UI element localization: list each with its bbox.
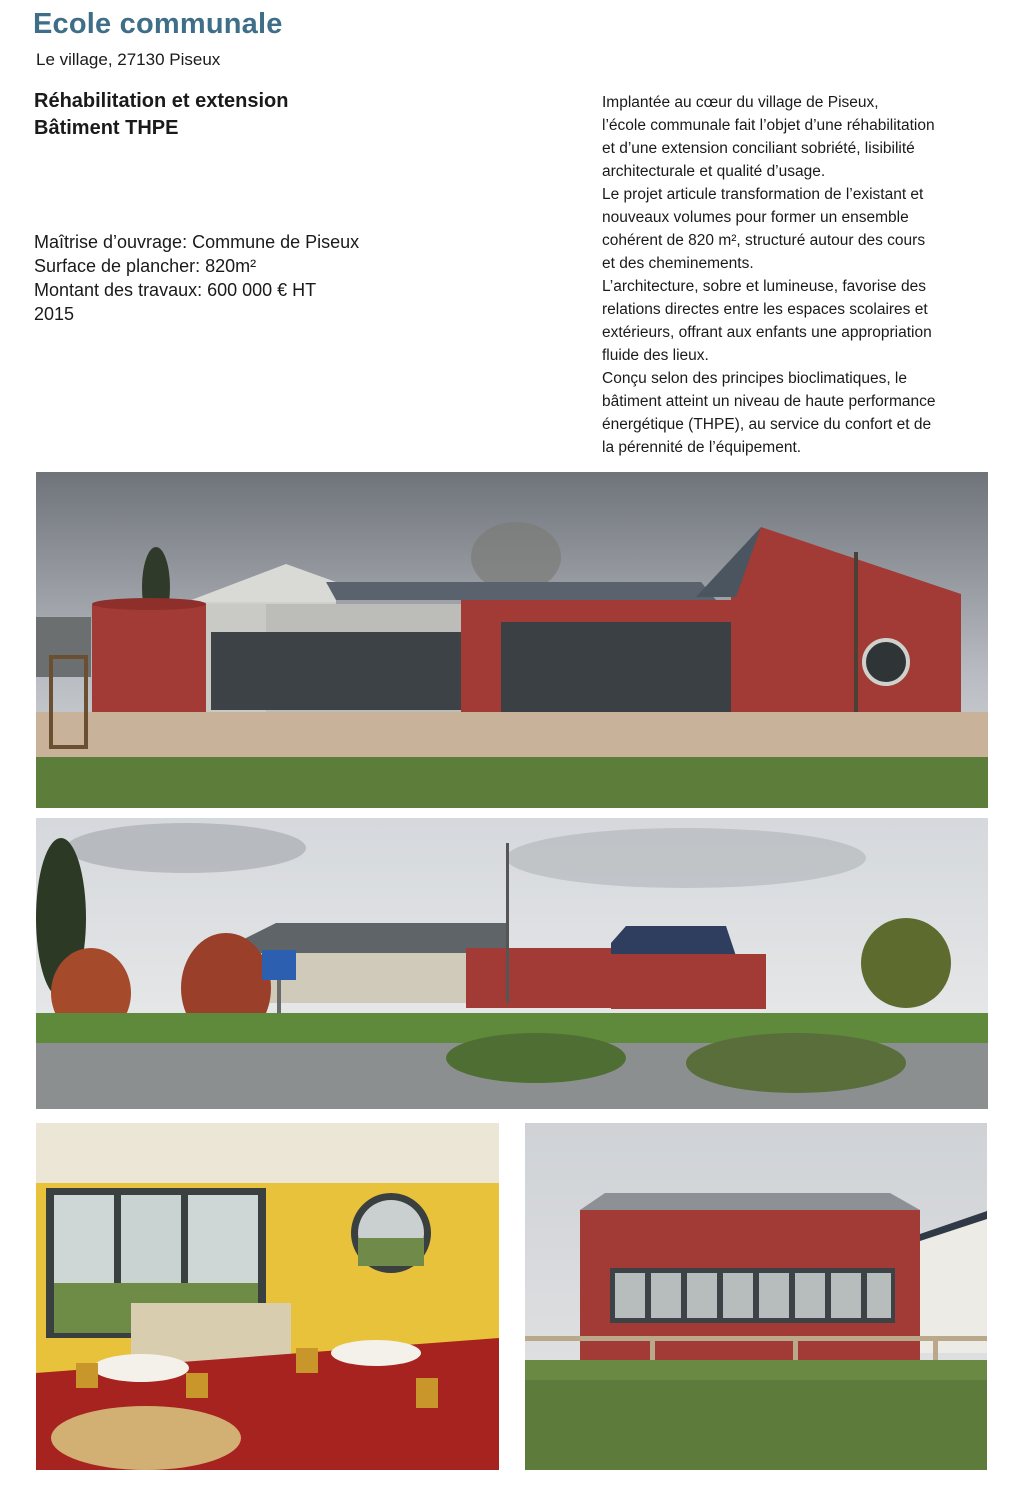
description-line: architecturale et qualité d’usage. xyxy=(602,163,826,180)
fact-year: 2015 xyxy=(34,304,75,324)
description-line: fluide des lieux. xyxy=(602,347,709,364)
fact-surface: Surface de plancher: 820m² xyxy=(34,256,257,276)
description-line: bâtiment atteint un niveau de haute performance xyxy=(602,393,936,410)
photo-school-panorama xyxy=(36,818,988,1109)
photo-extension-side xyxy=(525,1123,987,1470)
fact-client: Maîtrise d’ouvrage: Commune de Piseux xyxy=(34,232,360,252)
description-line: Le projet articule transformation de l’existant et xyxy=(602,186,924,203)
description-line: Conçu selon des principes bioclimatiques, le xyxy=(602,370,907,387)
description-line: nouveaux volumes pour former un ensemble xyxy=(602,209,909,226)
photo-school-facade xyxy=(36,472,988,808)
photo-classroom-interior xyxy=(36,1123,499,1470)
description-line: la pérennité de l’équipement. xyxy=(602,439,802,456)
description-line: cohérent de 820 m², structuré autour des cours xyxy=(602,232,926,249)
description-line: et des cheminements. xyxy=(602,255,754,272)
description-line: l’école communale fait l’objet d’une réhabilitation xyxy=(602,117,935,134)
page-title: Ecole communale xyxy=(33,8,283,40)
project-facts xyxy=(34,230,359,326)
description-line: énergétique (THPE), au service du confort et de xyxy=(602,416,932,433)
fact-cost: Montant des travaux: 600 000 € HT xyxy=(34,280,317,300)
description-line: L’architecture, sobre et lumineuse, favorise des xyxy=(602,278,926,295)
description-line: extérieurs, offrant aux enfants une appropriation xyxy=(602,324,932,341)
subtitle-block xyxy=(34,88,288,142)
subtitle-line: Réhabilitation et extension xyxy=(34,90,289,112)
description-line: relations directes entre les espaces scolaires et xyxy=(602,301,928,318)
address: Le village, 27130 Piseux xyxy=(36,50,221,69)
description-line: et d’une extension conciliant sobriété, lisibilité xyxy=(602,140,915,157)
subtitle-line: Bâtiment THPE xyxy=(34,117,179,139)
project-description xyxy=(602,91,997,459)
description-line: Implantée au cœur du village de Piseux, xyxy=(602,94,879,111)
